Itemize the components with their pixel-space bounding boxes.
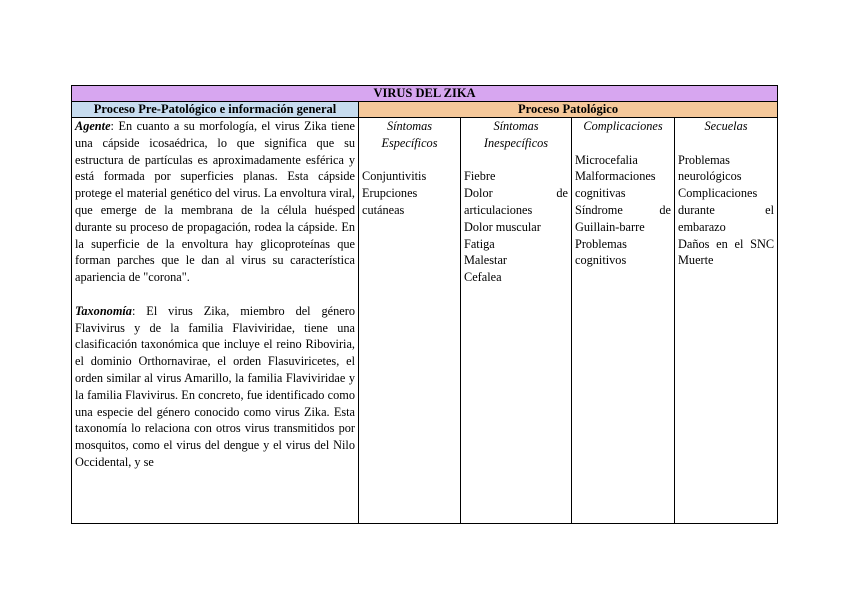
content-row: [72, 118, 778, 524]
zika-table: [71, 85, 778, 524]
specific-symptoms-cell: [359, 118, 461, 524]
sequelae-header: Secuelas: [704, 119, 748, 133]
nonspecific-symptoms-cell: [461, 118, 572, 524]
complications-list: [575, 152, 671, 270]
taxonomia-text: : El virus Zika, miembro del género Flavivirus y de la familia Flaviviridae, tiene una clasificación taxonómica que incluye el reino Riboviria, el dominio Orthornavirae, el orden Flasuviricetes, el orden similar al virus Amarillo, la familia Flaviviridae y la familia Flavivirus. En concreto, fue identificado como una especie del género conocido como virus Zika. Esta taxonomía lo relaciona con otros virus transmitidos por mosquitos, como el virus del dengue y el virus del Nilo Occidental, y se: [75, 303, 355, 469]
sequelae-cell: [675, 118, 778, 524]
agente-paragraph: [75, 118, 355, 286]
agente-term: Agente: [75, 119, 111, 133]
list-item: Dolor de articulaciones: [464, 186, 568, 217]
specific-symptoms-list: [362, 168, 457, 218]
nonspecific-symptoms-header: Síntomas Inespecíficos: [483, 119, 549, 150]
pre-pathologic-info-cell: [72, 118, 359, 524]
specific-symptoms-header: Síntomas Específicos: [381, 119, 438, 150]
list-item: Microcefalia: [575, 152, 638, 167]
list-item: Fatiga: [464, 236, 495, 251]
table-title: VIRUS DEL ZIKA: [72, 86, 778, 102]
list-item: Cefalea: [464, 270, 502, 285]
section-header-row: [72, 102, 778, 118]
taxonomia-paragraph: [75, 303, 355, 471]
pre-pathologic-header: Proceso Pre-Patológico e información general: [72, 102, 359, 118]
list-item: Dolor muscular: [464, 219, 541, 234]
list-item: Erupciones cutáneas: [362, 186, 418, 217]
nonspecific-symptoms-list: [464, 168, 568, 286]
list-item: Malformaciones cognitivas: [575, 169, 656, 201]
list-item: Conjuntivitis: [362, 169, 427, 184]
complications-cell: [572, 118, 675, 524]
list-item: Problemas neurológicos: [678, 152, 742, 184]
list-item: Muerte: [678, 253, 714, 268]
pathologic-header: Proceso Patológico: [359, 102, 778, 118]
list-item: Síndrome de Guillain-barre: [575, 202, 671, 234]
list-item: Problemas cognitivos: [575, 236, 627, 268]
list-item: Daños en el SNC: [678, 236, 775, 251]
taxonomia-term: Taxonomía: [75, 303, 132, 318]
sequelae-list: [678, 152, 774, 270]
list-item: Fiebre: [464, 169, 496, 184]
title-row: [72, 86, 778, 102]
agente-text: : En cuanto a su morfología, el virus Zika tiene una cápside icosaédrica, lo que significa que su estructura de partículas es aproximadamente esférica y está formada por superficies planas. Esta cápside protege el material genético del virus. La envoltura viral, que emerge de la membrana de la célula huésped durante su proceso de propagación, rodea la cápside. En la superficie de la envoltura hay glicoproteínas que forman parches que le dan al virus su característica apariencia de "corona".: [75, 119, 355, 285]
list-item: Complicaciones durante el embarazo: [678, 186, 775, 234]
complications-header: Complicaciones: [583, 119, 663, 133]
list-item: Malestar: [464, 253, 508, 268]
